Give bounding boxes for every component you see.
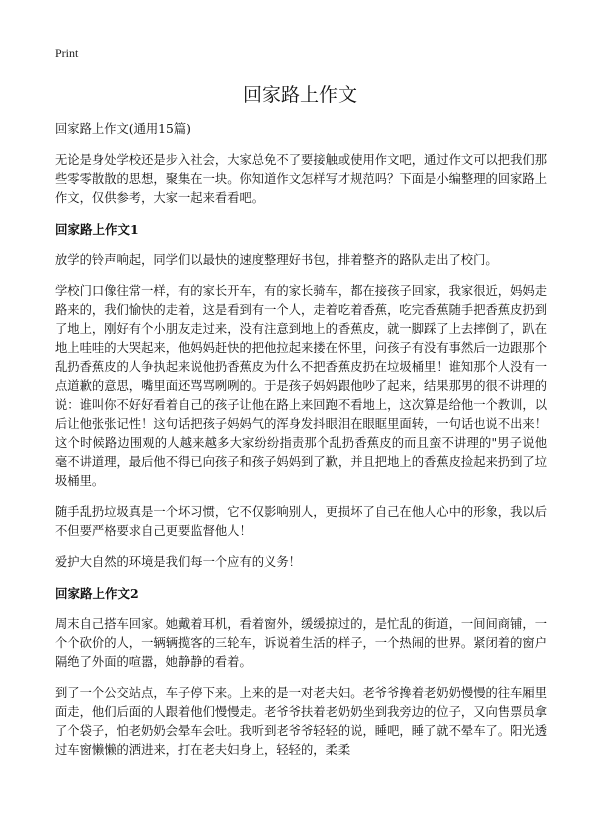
section-1-paragraph: 放学的铃声响起，同学们以最快的速度整理好书包，排着整齐的路队走出了校门。 <box>55 253 498 267</box>
article-body <box>55 120 547 772</box>
section-1-paragraph: 随手乱扔垃圾真是一个坏习惯，它不仅影响别人，更损坏了自己在他人心中的形象，我以后不但要严格要求自己更要监督他人！ <box>55 505 547 538</box>
section-1-paragraph: 爱护大自然的环境是我们每一个应有的义务！ <box>55 555 301 569</box>
page-title: 回家路上作文 <box>242 84 357 106</box>
intro-paragraph: 无论是身处学校还是步入社会，大家总免不了要接触或使用作文吧，通过作文可以把我们那些零零散散的思想，聚集在一块。你知道作文怎样写才规范吗？下面是小编整理的回家路上作文，仅供参考，大家一起来看看吧。 <box>55 153 547 205</box>
section-2-paragraph: 周末自己搭车回家。她戴着耳机，看着窗外，缓缓掠过的，是忙乱的街道，一间间商铺，一个个砍价的人，一辆辆揽客的三轮车，诉说着生活的样子，一个热闹的世界。紧闭着的窗户隔绝了外面的喧嚣，她静静的看着。 <box>55 617 547 669</box>
section-2-paragraph: 到了一个公交站点，车子停下来。上来的是一对老夫妇。老爷爷搀着老奶奶慢慢的往车厢里面走，他们后面的人跟着他们慢慢走。老爷爷扶着老奶奶坐到我旁边的位子，又向售票员拿了个袋子，怕老奶奶会晕车会吐。我听到老爷爷轻轻的说，睡吧，睡了就不晕车了。阳光透过车窗懒懒的洒进来，打在老夫妇身上，轻轻的，柔柔 <box>55 686 547 757</box>
section-1-paragraph: 学校门口像往常一样，有的家长开车，有的家长骑车，都在接孩子回家，我家很近，妈妈走路来的，我们愉快的走着，这是看到有一个人，走着吃着香蕉，吃完香蕉随手把香蕉皮扔到了地上，刚好有个小朋友走过来，没有注意到地上的香蕉皮，就一脚踩了上去摔倒了，趴在地上哇哇的大哭起来，他妈妈赶快的把他拉起来搂在怀里，问孩子有没有事然后一边跟那个乱扔香蕉皮的人争执起来说他扔香蕉皮为什么不把香蕉皮扔在垃圾桶里！谁知那个人没有一点道歉的意思，嘴里面还骂骂咧咧的。于是孩子妈妈跟他吵了起来，结果那男的很不讲理的说：谁叫你不好好看着自己的孩子让他在路上来回跑不看地上，这次算是给他一个教训，以后让他张张记性！这句话把孩子妈妈气的浑身发抖眼泪在眼眶里面转，一句话也说不出来！这个时候路边围观的人越来越多大家纷纷指责那个乱扔香蕉皮的而且蛮不讲理的"男子说他毫不讲道理，最后他不得已向孩子和孩子妈妈到了歉，并且把地上的香蕉皮捡起来扔到了垃圾桶里。 <box>55 284 547 488</box>
section-heading-1: 回家路上作文1 <box>55 222 139 237</box>
article-subtitle: 回家路上作文(通用15篇) <box>55 122 191 136</box>
print-link[interactable]: Print <box>55 46 79 60</box>
section-heading-2: 回家路上作文2 <box>55 586 139 601</box>
